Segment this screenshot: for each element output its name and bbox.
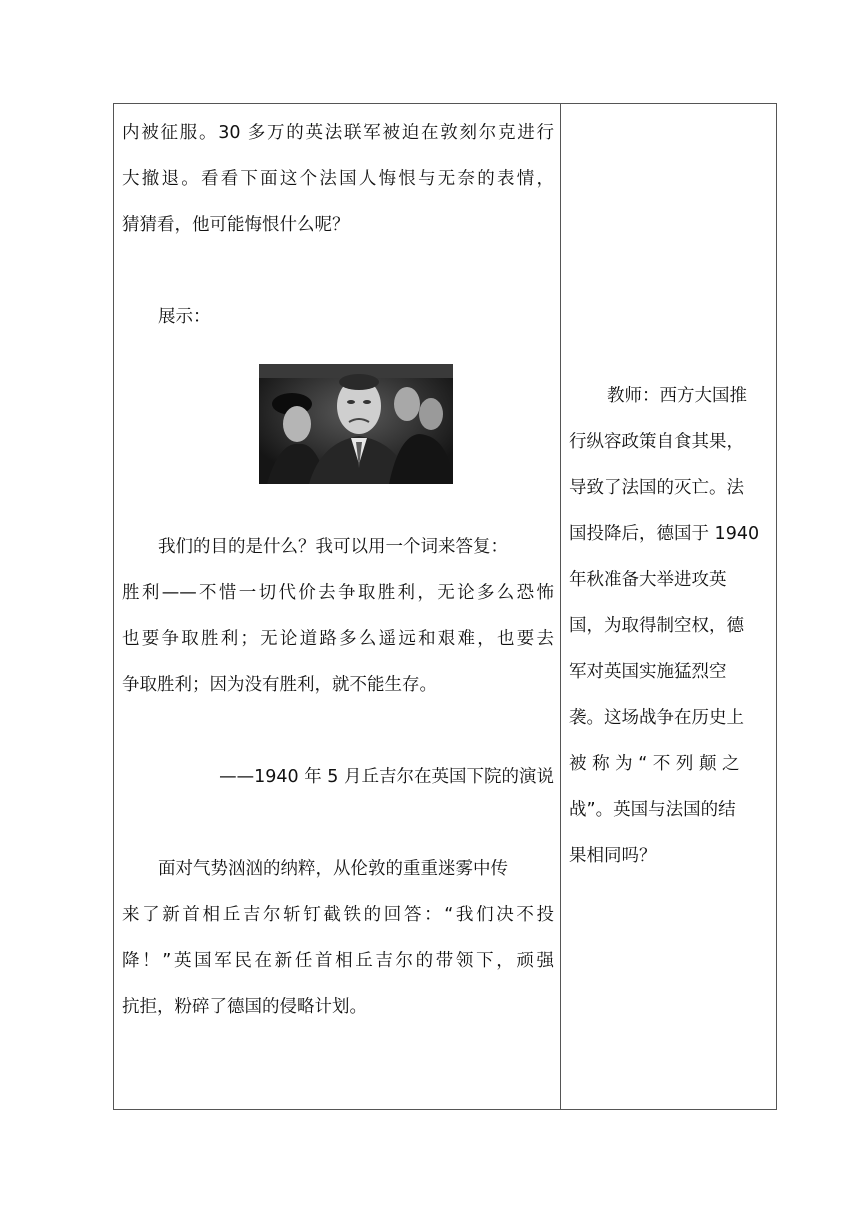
teacher-note-line: 战”。英国与法国的结 [569, 800, 736, 820]
quote-line: 我们的目的是什么？我可以用一个词来答复： [158, 537, 508, 557]
show-label: 展示： [158, 307, 211, 327]
crying-frenchman-photo [259, 364, 453, 484]
quote-block [122, 524, 554, 1030]
right-cell [569, 373, 773, 879]
teacher-note-line: 行纵容政策自食其果， [569, 432, 744, 452]
quote-attribution: ——1940 年 5 月丘吉尔在英国下院的演说 [219, 767, 554, 787]
teacher-note-line: 被 称 为 “ 不 列 颠 之 [569, 754, 740, 774]
paragraph-1-line: 内被征服。30 多万的英法联军被迫在敦刻尔克进行 [122, 123, 554, 143]
teacher-note-line: 袭。这场战争在历史上 [569, 708, 744, 728]
paragraph-1-line: 大撤退。看看下面这个法国人悔恨与无奈的表情， [122, 169, 554, 189]
paragraph-2-line: 面对气势汹汹的纳粹，从伦敦的重重迷雾中传 [158, 859, 508, 879]
teacher-note-line: 导致了法国的灭亡。法 [569, 478, 744, 498]
paragraph-1-line: 猜猜看，他可能悔恨什么呢？ [122, 215, 350, 235]
teacher-note-line: 教师：西方大国推 [607, 386, 747, 406]
teacher-note-line: 国，为取得制空权，德 [569, 616, 744, 636]
teacher-note-line: 国投降后，德国于 1940 [569, 524, 760, 544]
teacher-note-line: 果相同吗？ [569, 846, 657, 866]
paragraph-2-line: 抗拒，粉碎了德国的侵略计划。 [122, 997, 367, 1017]
spacer [122, 800, 554, 846]
quote-line: 也要争取胜利；无论道路多么遥远和艰难，也要去 [122, 629, 554, 649]
teacher-note-line: 军对英国实施猛烈空 [569, 662, 727, 682]
column-divider [560, 103, 561, 1110]
spacer [122, 248, 554, 294]
spacer [122, 708, 554, 754]
quote-line: 胜利——不惜一切代价去争取胜利，无论多么恐怖 [122, 583, 554, 603]
paragraph-2-line: 降！”英国军民在新任首相丘吉尔的带领下，顽强 [122, 951, 554, 971]
quote-line: 争取胜利；因为没有胜利，就不能生存。 [122, 675, 437, 695]
left-cell [122, 110, 554, 340]
paragraph-2-line: 来了新首相丘吉尔斩钉截铁的回答：“我们决不投 [122, 905, 554, 925]
teacher-note-line: 年秋准备大举进攻英 [569, 570, 727, 590]
